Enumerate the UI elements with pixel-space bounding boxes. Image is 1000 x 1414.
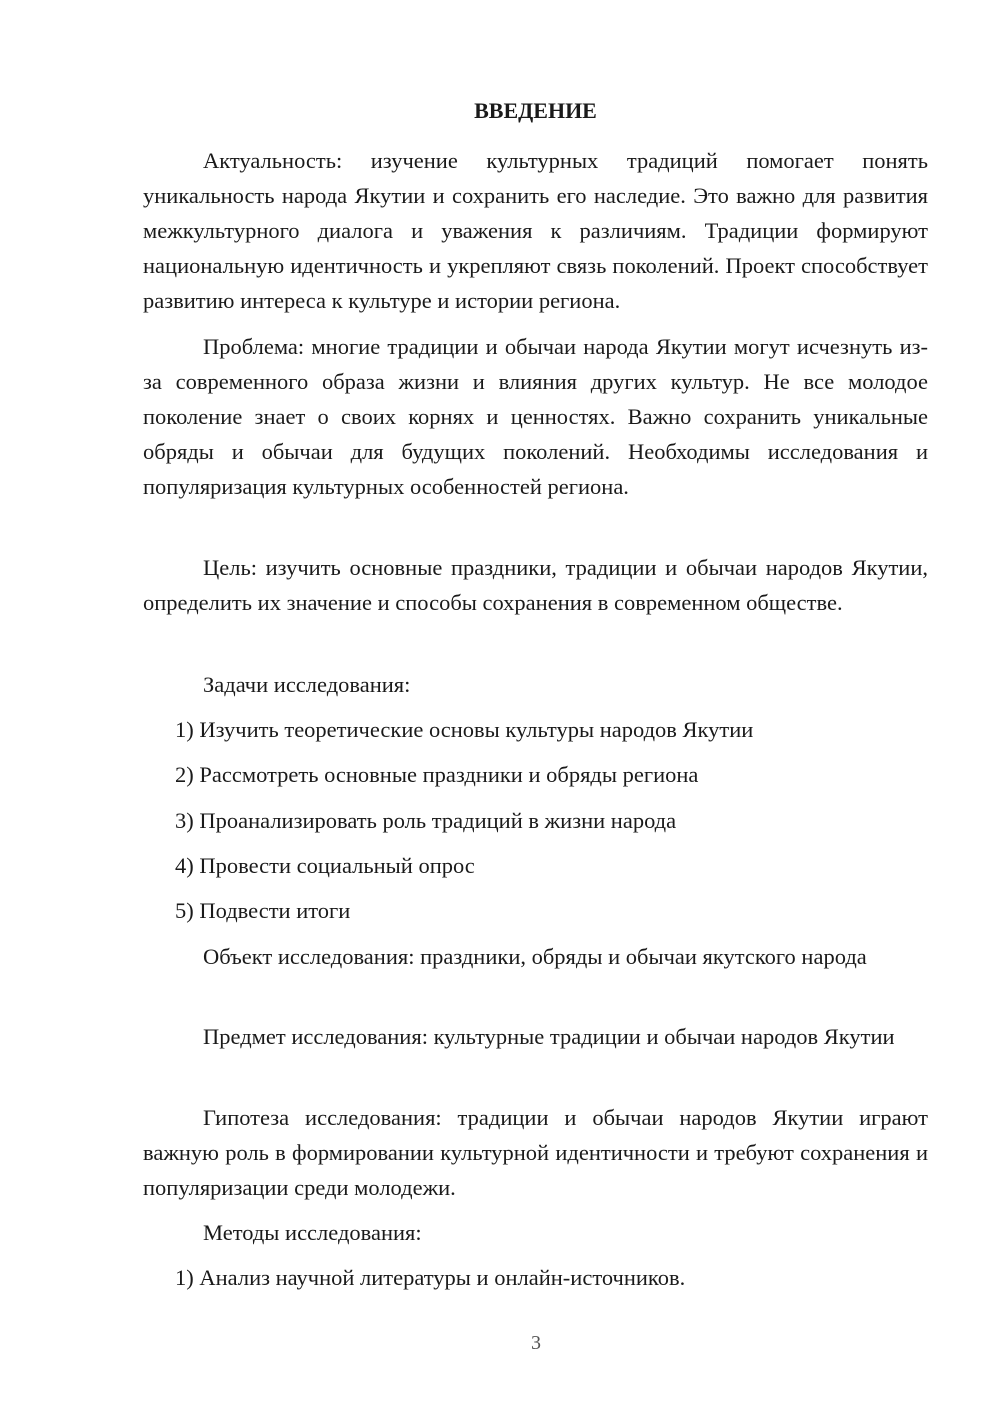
page-number: 3 bbox=[531, 1332, 541, 1354]
method-item: 1) Анализ научной литературы и онлайн-источников. bbox=[175, 1265, 686, 1290]
task-item: 2) Рассмотреть основные праздники и обряды региона bbox=[175, 762, 699, 787]
problem-paragraph: Проблема: многие традиции и обычаи народа Якутии могут исчезнуть из-за современного образа жизни и влияния других культур. Не все молодое поколение знает о своих корнях и ценностях. Важно сохранить уникальные обряды и обычаи для будущих поколений. Необходимы исследования и популяризация культурных особенностей региона. bbox=[143, 334, 928, 499]
tasks-heading: Задачи исследования: bbox=[203, 672, 411, 697]
subject-paragraph: Предмет исследования: культурные традиции и обычаи народов Якутии bbox=[203, 1024, 895, 1049]
task-item: 4) Провести социальный опрос bbox=[175, 853, 475, 878]
task-item: 3) Проанализировать роль традиций в жизни народа bbox=[175, 808, 677, 833]
hypothesis-paragraph: Гипотеза исследования: традиции и обычаи народов Якутии играют важную роль в формировании культурной идентичности и требуют сохранения и популяризации среди молодежи. bbox=[143, 1105, 928, 1200]
relevance-paragraph: Актуальность: изучение культурных традиций помогает понять уникальность народа Якутии и сохранить его наследие. Это важно для развития межкультурного диалога и уважения к различиям. Традиции формируют национальную идентичность и укрепляют связь поколений. Проект способствует развитию интереса к культуре и истории региона. bbox=[143, 148, 928, 313]
methods-heading: Методы исследования: bbox=[203, 1220, 422, 1245]
task-item: 5) Подвести итоги bbox=[175, 898, 351, 923]
section-title: ВВЕДЕНИЕ bbox=[474, 98, 597, 123]
object-paragraph: Объект исследования: праздники, обряды и обычаи якутского народа bbox=[203, 944, 867, 969]
goal-paragraph: Цель: изучить основные праздники, традиции и обычаи народов Якутии, определить их значение и способы сохранения в современном обществе. bbox=[143, 555, 928, 615]
task-item: 1) Изучить теоретические основы культуры народов Якутии bbox=[175, 717, 754, 742]
